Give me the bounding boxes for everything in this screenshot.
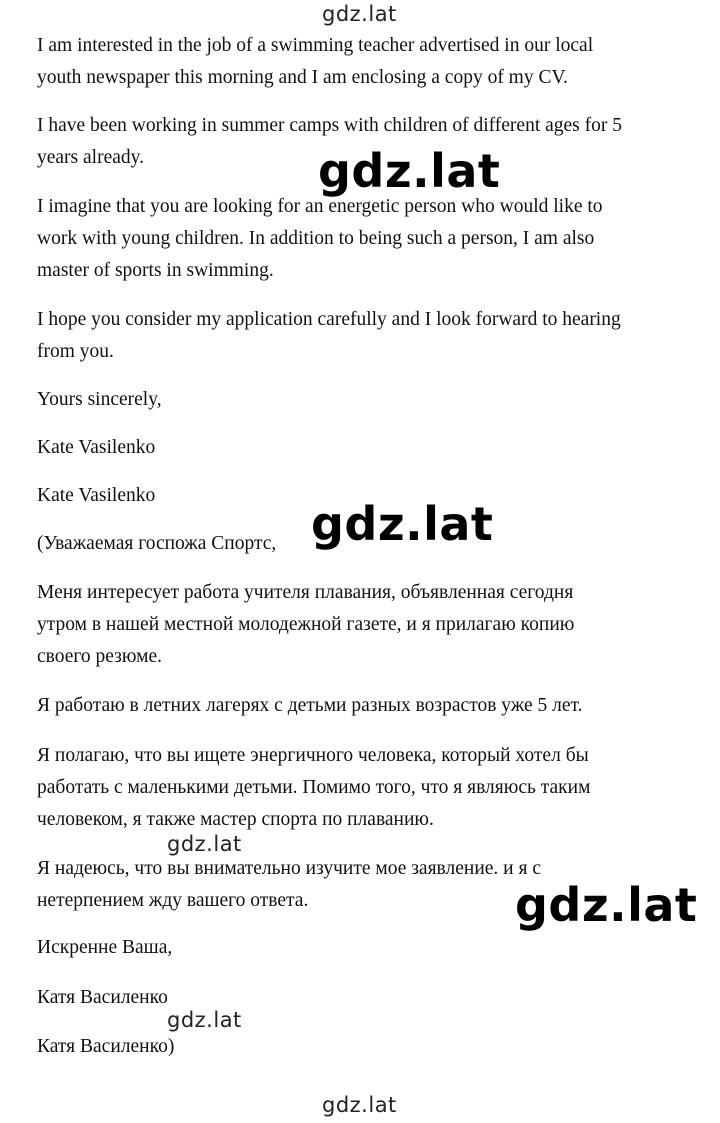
watermark-bottom: gdz.lat [322,1093,397,1117]
watermark-large-1: gdz.lat [318,144,501,198]
translation-printed-name: Катя Василенко) [37,1036,175,1057]
letter-signature: Kate Vasilenko [37,437,156,458]
letter-paragraph-experience: I have been working in summer camps with children of different ages for 5 years already. [37,115,622,168]
letter-paragraph-interest: I am interested in the job of a swimming teacher advertised in our local youth newspaper this morning and I am enclosing a copy of my CV. [37,35,594,88]
translation-paragraph-qualities: Я полагаю, что вы ищете энергичного человека, который хотел бы работать с маленькими детьми. Помимо того, что я являюсь таким человеком, я также мастер спорта по плаванию. [37,745,591,830]
translation-sign-off: Искренне Ваша, [37,937,173,958]
letter-printed-name: Kate Vasilenko [37,485,156,506]
translation-salutation: (Уважаемая госпожа Спортс, [37,533,277,554]
watermark-top: gdz.lat [322,2,397,26]
letter-paragraph-qualities: I imagine that you are looking for an energetic person who would like to work with young children. In addition to being such a person, I am also master of sports in swimming. [37,196,603,281]
translation-signature: Катя Василенко [37,987,168,1008]
watermark-large-2: gdz.lat [311,497,494,551]
letter-paragraph-closing: I hope you consider my application carefully and I look forward to hearing from you. [37,309,621,362]
watermark-large-3: gdz.lat [515,878,698,932]
watermark-small-2: gdz.lat [167,1008,242,1032]
letter-sign-off: Yours sincerely, [37,389,162,410]
watermark-small-1: gdz.lat [167,832,242,856]
translation-paragraph-experience: Я работаю в летних лагерях с детьми разных возрастов уже 5 лет. [37,695,583,716]
translation-paragraph-interest: Меня интересует работа учителя плавания, объявленная сегодня утром в нашей местной молодежной газете, и я прилагаю копию своего резюме. [37,582,575,667]
translation-paragraph-closing: Я надеюсь, что вы внимательно изучите мое заявление. и я с нетерпением жду вашего ответа. [37,858,541,911]
